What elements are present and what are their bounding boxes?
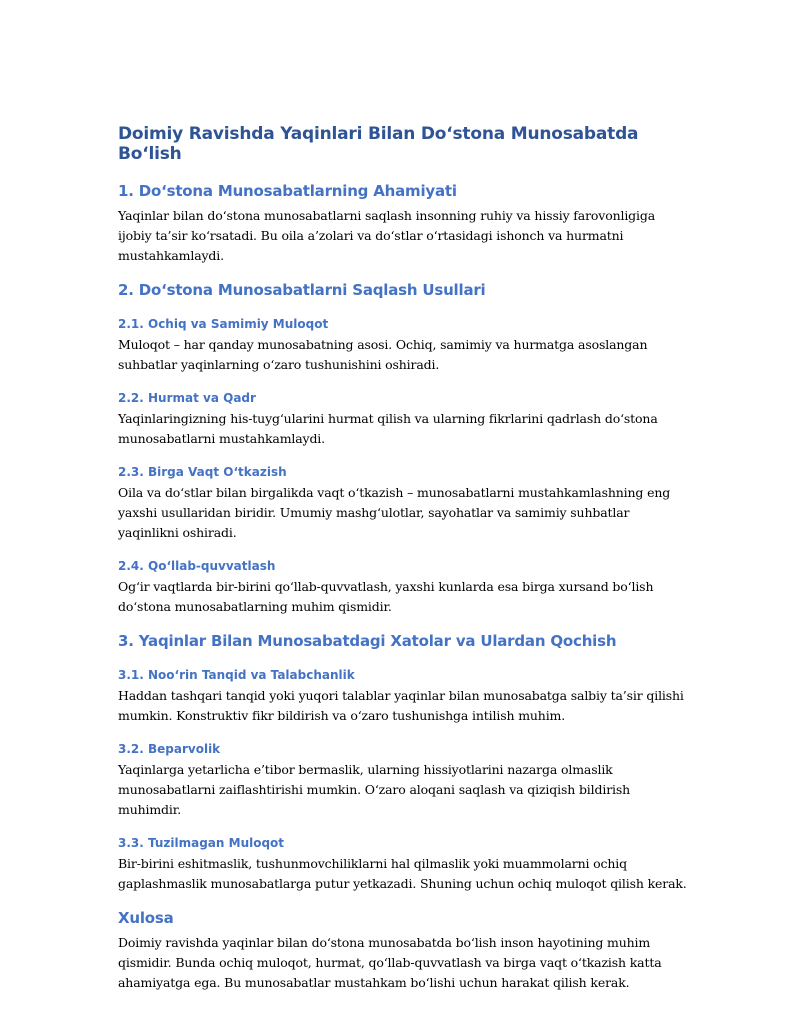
section-3-heading: 3. Yaqinlar Bilan Munosabatdagi Xatolar va Ulardan Qochish xyxy=(118,632,617,650)
conclusion-paragraph: Doimiy ravishda yaqinlar bilan do‘stona munosabatda bo‘lish inson hayotining muhim qismidir. Bunda ochiq muloqot, hurmat, qo‘llab-quvvatlash va birga vaqt o‘tkazish katta ahamiyatga ega. Bu munosabatlar mustahkam bo‘lishi uchun harakat qilish kerak. xyxy=(118,935,662,990)
section-1-paragraph: Yaqinlar bilan do‘stona munosabatlarni saqlash insonning ruhiy va hissiy farovonligiga ijobiy ta’sir ko‘rsatadi. Bu oila a’zolari va do‘stlar o‘rtasidagi ishonch va hurmatni mustahkamlaydi. xyxy=(118,208,656,263)
section-2-2-heading: 2.2. Hurmat va Qadr xyxy=(118,391,256,405)
section-3-3-paragraph: Bir-birini eshitmaslik, tushunmovchiliklarni hal qilmaslik yoki muammolarni ochiq gaplashmaslik munosabatlarga putur yetkazadi. Shuning uchun ochiq muloqot qilish kerak. xyxy=(118,856,687,891)
document-title: Doimiy Ravishda Yaqinlari Bilan Do‘stona Munosabatda Bo‘lish xyxy=(118,124,639,164)
conclusion-heading: Xulosa xyxy=(118,909,174,927)
section-3-1-heading: 3.1. Noo‘rin Tanqid va Talabchanlik xyxy=(118,668,355,682)
section-3-2-paragraph: Yaqinlarga yetarlicha e’tibor bermaslik, ularning hissiyotlarini nazarga olmaslik munosabatlarni zaiflashtirishi mumkin. O‘zaro aloqani saqlash va qiziqish bildirish muhimdir. xyxy=(118,762,631,817)
section-2-1-paragraph: Muloqot – har qanday munosabatning asosi. Ochiq, samimiy va hurmatga asoslangan suhbatlar yaqinlarning o‘zaro tushunishini oshiradi. xyxy=(118,337,648,372)
section-2-2-paragraph: Yaqinlaringizning his-tuyg‘ularini hurmat qilish va ularning fikrlarini qadrlash do‘stona munosabatlarni mustahkamlaydi. xyxy=(118,411,658,446)
section-1-heading: 1. Do‘stona Munosabatlarning Ahamiyati xyxy=(118,182,457,200)
section-2-1-heading: 2.1. Ochiq va Samimiy Muloqot xyxy=(118,317,329,331)
section-2-3-heading: 2.3. Birga Vaqt O‘tkazish xyxy=(118,465,287,479)
section-2-heading: 2. Do‘stona Munosabatlarni Saqlash Usullari xyxy=(118,281,486,299)
section-2-4-paragraph: Og‘ir vaqtlarda bir-birini qo‘llab-quvvatlash, yaxshi kunlarda esa birga xursand bo‘lish do‘stona munosabatlarning muhim qismidir. xyxy=(118,579,654,614)
section-2-3-paragraph: Oila va do‘stlar bilan birgalikda vaqt o‘tkazish – munosabatlarni mustahkamlashning eng yaxshi usullaridan biridir. Umumiy mashg‘ulotlar, sayohatlar va samimiy suhbatlar yaqinlikni oshiradi. xyxy=(118,485,671,540)
section-3-1-paragraph: Haddan tashqari tanqid yoki yuqori talablar yaqinlar bilan munosabatga salbiy ta’sir qilishi mumkin. Konstruktiv fikr bildirish va o‘zaro tushunishga intilish muhim. xyxy=(118,688,684,723)
section-3-2-heading: 3.2. Beparvolik xyxy=(118,742,221,756)
section-2-4-heading: 2.4. Qo‘llab-quvvatlash xyxy=(118,559,276,573)
section-3-3-heading: 3.3. Tuzilmagan Muloqot xyxy=(118,836,285,850)
